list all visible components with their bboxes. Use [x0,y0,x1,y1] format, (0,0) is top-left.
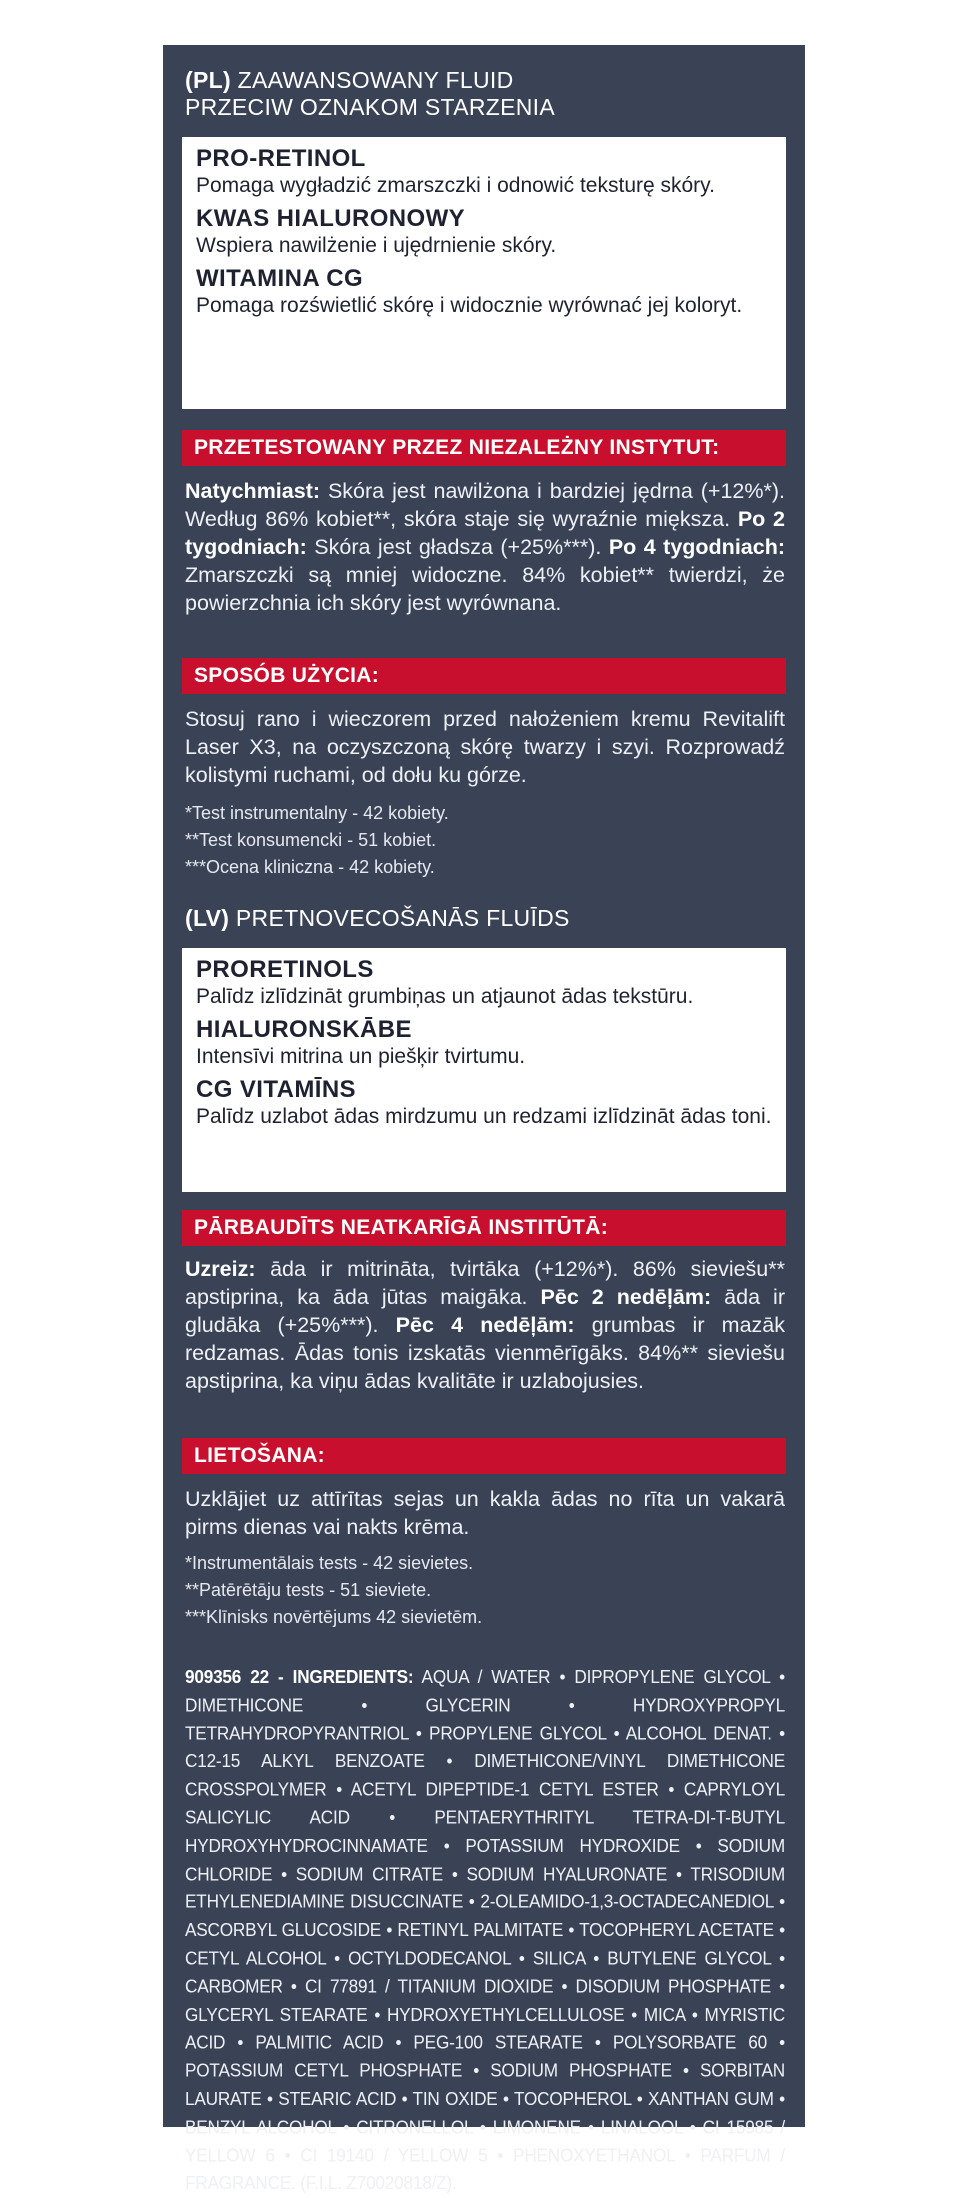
pl-title [185,67,555,121]
pl-usage-heading: SPOSÓB UŻYCIA: [182,658,786,694]
pl-tested-lead: Po 4 tygodniach: [608,535,785,559]
pl-ingredient-desc: Wspiera nawilżenie i ujędrnienie skóry. [196,234,557,257]
lv-usage-heading: LIETOŠANA: [182,1438,786,1474]
lv-title-text: PRETNOVECOŠANĀS FLUĪDS [235,905,570,931]
lv-tested-lead: Pēc 4 nedēļām: [395,1313,575,1337]
lv-tested-sentence: grumbas ir mazāk redzamas. Ādas tonis izskatās vienmērīgāks. 84%** sieviešu apstiprina, ka viņu ādas kvalitāte ir uzlabojusies. [185,1313,785,1393]
pl-tested-lead: Po 2 tygodniach: [185,507,785,559]
lv-tested-heading: PĀRBAUDĪTS NEATKARĪGĀ INSTITŪTĀ: [182,1210,786,1246]
lv-ingredient-desc: Palīdz izlīdzināt grumbiņas un atjaunot ādas tekstūru. [196,985,694,1008]
lv-lang-code: (LV) [185,905,230,931]
lv-tested-sentence: āda ir gludāka (+25%***). [185,1285,785,1337]
lv-tested-text [185,1255,785,1395]
pl-footnote: *Test instrumentalny - 42 kobiety. [185,803,449,823]
pl-ingredient-name: KWAS HIALURONOWY [196,205,466,232]
lv-ingredient-desc: Intensīvi mitrina un piešķir tvirtumu. [196,1045,526,1068]
pl-lang-code: (PL) [185,67,231,93]
lv-tested-lead: Uzreiz: [185,1257,256,1281]
pl-tested-lead: Natychmiast: [185,479,321,503]
lv-footnote: *Instrumentālais tests - 42 sievietes. [185,1553,474,1573]
pl-tested-heading: PRZETESTOWANY PRZEZ NIEZALEŻNY INSTYTUT: [182,430,786,466]
pl-footnote: ***Ocena kliniczna - 42 kobiety. [185,857,435,877]
pl-ingredient-desc: Pomaga wygładzić zmarszczki i odnowić teksturę skóry. [196,174,715,197]
pl-tested-sentence: Skóra jest nawilżona i bardziej jędrna (+12%*). Według 86% kobiet**, skóra staje się wyraźnie miększa. [185,479,785,531]
pl-ingredient-name: PRO-RETINOL [196,145,366,172]
lv-footnote: ***Klīnisks novērtējums 42 sievietēm. [185,1607,483,1627]
lv-usage-text: Uzklājiet uz attīrītas sejas un kakla ādas no rīta un vakarā pirms dienas vai nakts krēma. [185,1487,785,1539]
lv-ingredient-desc: Palīdz uzlabot ādas mirdzumu un redzami izlīdzināt ādas toni. [196,1105,772,1128]
lv-ingredient-name: CG VITAMĪNS [196,1076,356,1103]
pl-tested-sentence: Skóra jest gładsza (+25%***). [306,535,609,559]
lv-title [185,905,570,932]
ingredients-text: AQUA / WATER • DIPROPYLENE GLYCOL • DIMETHICONE • GLYCERIN • HYDROXYPROPYL TETRAHYDROPYRANTRIOL • PROPYLENE GLYCOL • ALCOHOL DENAT. • C12-15 ALKYL BENZOATE • DIMETHICONE/VINYL DIMETHICONE CROSSPOLYMER • ACETYL DIPEPTIDE-1 CETYL ESTER • CAPRYLOYL SALICYLIC ACID • PENTAERYTHRITYL TETRA-DI-T-BUTYL HYDROXYHYDROCINNAMATE • POTASSIUM HYDROXIDE • SODIUM CHLORIDE • SODIUM CITRATE • SODIUM HYALURONATE • TRISODIUM ETHYLENEDIAMINE DISUCCINATE • 2-OLEAMIDO-1,3-OCTADECANEDIOL • ASCORBYL GLUCOSIDE • RETINYL PALMITATE • TOCOPHERYL ACETATE • CETYL ALCOHOL • OCTYLDODECANOL • SILICA • BUTYLENE GLYCOL • CARBOMER • CI 77891 / TITANIUM DIOXIDE • DISODIUM PHOSPHATE • GLYCERYL STEARATE • HYDROXYETHYLCELLULOSE • MICA • MYRISTIC ACID • PALMITIC ACID • PEG-100 STEARATE • POLYSORBATE 60 • POTASSIUM CETYL PHOSPHATE • SODIUM PHOSPHATE • SORBITAN LAURATE • STEARIC ACID • TIN OXIDE • TOCOPHEROL • XANTHAN GUM • BENZYL ALCOHOL • CITRONELLOL • LIMONENE • LINALOOL • CI 15985 / YELLOW 6 • CI 19140 / YELLOW 5 • PHENOXYETHANOL • PARFUM / FRAGRANCE. (F.I.L. Z70020818/Z). [185,1666,786,2194]
pl-ingredient-name: WITAMINA CG [196,265,364,292]
lv-ingredient-name: HIALURONSKĀBE [196,1016,412,1043]
lv-footnotes [185,1550,785,1631]
lv-ingredient-name: PRORETINOLS [196,956,374,983]
pl-footnotes [185,800,785,881]
lv-ingredients-box [182,948,786,1192]
pl-usage-text: Stosuj rano i wieczorem przed nałożeniem kremu Revitalift Laser X3, na oczyszczoną skórę twarzy i szyi. Rozprowadź kolistymi ruchami, od dołu ku górze. [185,707,785,787]
pl-tested-text [185,477,785,617]
pl-title-line1: ZAAWANSOWANY FLUID [237,67,514,93]
ingredients-label: 909356 22 - INGREDIENTS: [185,1666,414,1688]
lv-footnote: **Patērētāju tests - 51 sieviete. [185,1580,432,1600]
pl-footnote: **Test konsumencki - 51 kobiet. [185,830,437,850]
lv-tested-sentence: āda ir mitrināta, tvirtāka (+12%*). 86% sieviešu** apstiprina, ka āda jūtas maigāka. [185,1257,785,1309]
lv-tested-lead: Pēc 2 nedēļām: [540,1285,712,1309]
ingredients-list [185,1663,785,2198]
pl-tested-sentence: Zmarszczki są mniej widoczne. 84% kobiet** twierdzi, że powierzchnia ich skóry jest wyrównana. [185,563,785,615]
pl-ingredients-box [182,137,786,409]
pl-title-line2: PRZECIW OZNAKOM STARZENIA [185,94,555,120]
product-label-panel [163,45,805,2194]
pl-ingredient-desc: Pomaga rozświetlić skórę i widocznie wyrównać jej koloryt. [196,294,743,317]
